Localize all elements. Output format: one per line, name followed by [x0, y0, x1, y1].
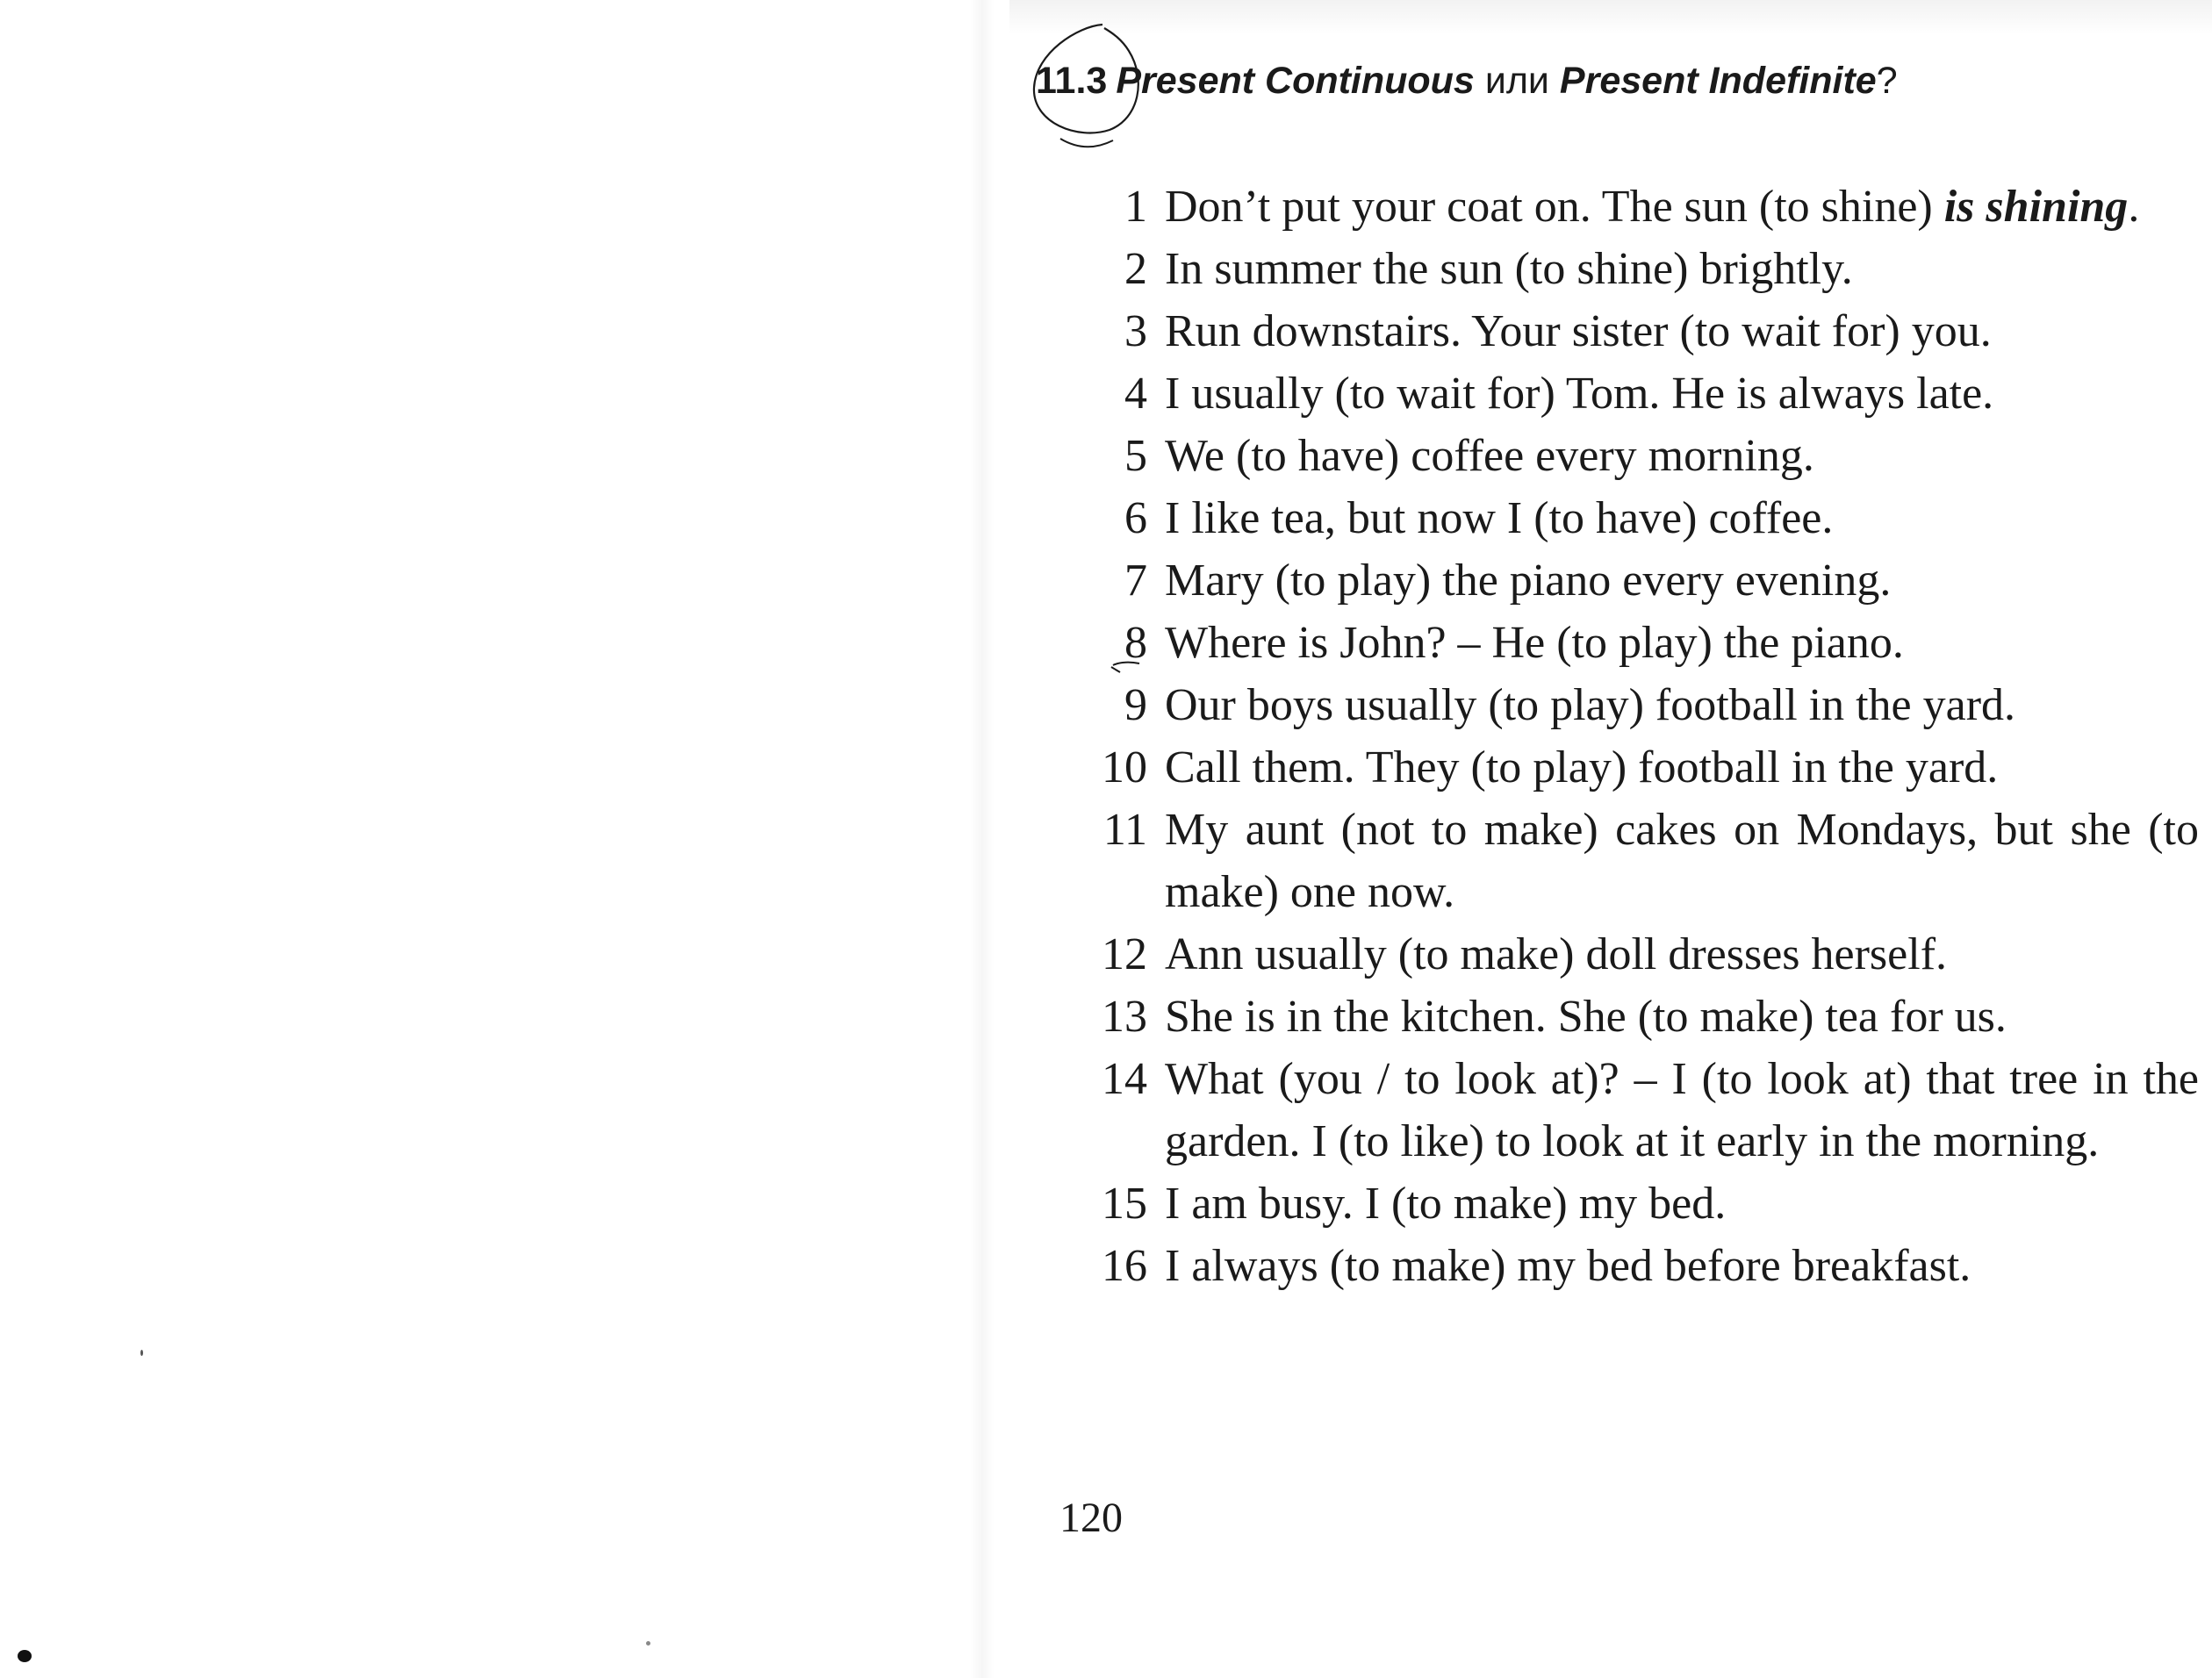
- handwritten-tick-mark: [1108, 625, 1143, 678]
- exercise-item: [1093, 986, 2199, 1048]
- exercise-item: [1093, 736, 2199, 799]
- item-number: 1: [1124, 182, 1147, 232]
- item-number: 13: [1102, 992, 1147, 1042]
- item-text: In summer the sun (to shine) brightly.: [1165, 244, 1853, 294]
- heading-question-mark: ?: [1876, 60, 1898, 102]
- item-number: 10: [1102, 742, 1147, 792]
- exercise-item: [1093, 923, 2199, 986]
- exercise-item: [1093, 487, 2199, 549]
- item-number: 2: [1124, 244, 1147, 294]
- scan-speck: [18, 1650, 32, 1662]
- exercise-item: [1093, 674, 2199, 736]
- item-number: 7: [1124, 556, 1147, 606]
- item-prompt: Don’t put your coat on. The sun (to shine): [1165, 182, 1944, 232]
- exercise-item: [1093, 425, 2199, 487]
- exercise-item: [1093, 362, 2199, 425]
- item-number: 4: [1124, 369, 1147, 419]
- exercise-item: [1093, 176, 2199, 238]
- exercise-list: [1093, 176, 2199, 1297]
- item-text: Our boys usually (to play) football in the yard.: [1165, 680, 2016, 730]
- item-text: I usually (to wait for) Tom. He is always late.: [1165, 369, 1994, 419]
- sample-answer: is shining: [1943, 182, 2129, 232]
- item-number: 6: [1124, 493, 1147, 543]
- item-number: 11: [1102, 805, 1147, 855]
- item-number: 15: [1102, 1179, 1147, 1229]
- exercise-item: [1093, 1235, 2199, 1297]
- item-text: She is in the kitchen. She (to make) tea for us.: [1165, 992, 2007, 1042]
- item-number: 9: [1124, 680, 1147, 730]
- exercise-item: [1093, 1048, 2199, 1172]
- item-text: We (to have) coffee every morning.: [1165, 431, 1814, 481]
- exercise-item: [1093, 549, 2199, 612]
- item-text: My aunt (not to make) cakes on Mondays, but she (to make) one now.: [1165, 805, 2199, 917]
- heading-term-b: Present Indefinite: [1559, 60, 1877, 102]
- exercise-heading: [1036, 53, 1898, 109]
- item-text: I always (to make) my bed before breakfast.: [1165, 1241, 1971, 1291]
- item-number: 14: [1102, 1054, 1147, 1104]
- exercise-item: [1093, 799, 2199, 923]
- item-text: Call them. They (to play) football in the yard.: [1165, 742, 1999, 792]
- item-number: 3: [1124, 306, 1147, 356]
- exercise-item: [1093, 238, 2199, 300]
- exercise-item: [1093, 1172, 2199, 1235]
- heading-term-a: Present Continuous: [1116, 60, 1475, 102]
- page-number: 120: [1059, 1495, 1123, 1541]
- exercise-number: 11.3: [1036, 60, 1108, 102]
- exercise-item: [1093, 612, 2199, 674]
- item-number: 5: [1124, 431, 1147, 481]
- item-period: .: [2128, 182, 2140, 232]
- item-text: Where is John? – He (to play) the piano.: [1165, 618, 1904, 668]
- item-number: 16: [1102, 1241, 1147, 1291]
- item-number: 12: [1102, 929, 1147, 979]
- page-gutter-shadow: [970, 0, 995, 1678]
- item-text: Run downstairs. Your sister (to wait for) you.: [1165, 306, 1992, 356]
- heading-connector: или: [1484, 60, 1549, 102]
- item-number: 8: [1124, 618, 1147, 668]
- item-text: Ann usually (to make) doll dresses herself.: [1165, 929, 1948, 979]
- item-text: I like tea, but now I (to have) coffee.: [1165, 493, 1834, 543]
- item-text: [1165, 176, 2199, 238]
- scan-speck: [646, 1641, 650, 1646]
- top-edge-shadow: [1009, 0, 2212, 35]
- scan-speck: [140, 1350, 143, 1356]
- item-text: Mary (to play) the piano every evening.: [1165, 556, 1892, 606]
- item-text: What (you / to look at)? – I (to look at) that tree in the garden. I (to like) to look at it early in the morning.: [1165, 1054, 2199, 1166]
- item-text: I am busy. I (to make) my bed.: [1165, 1179, 1727, 1229]
- exercise-item: [1093, 300, 2199, 362]
